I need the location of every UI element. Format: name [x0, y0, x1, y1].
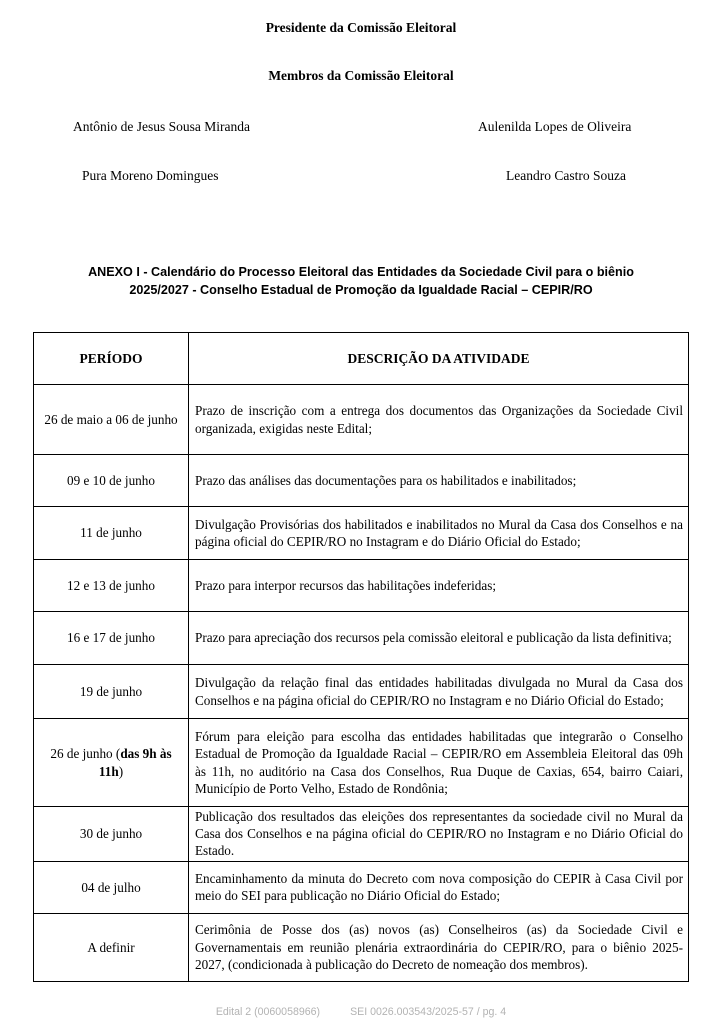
table-row: [34, 455, 689, 507]
period-cell: 16 e 17 de junho: [34, 612, 189, 665]
annex-title: [20, 263, 702, 299]
table-row: [34, 861, 689, 913]
footer-sei-ref: SEI 0026.003543/2025-57 / pg. 4: [350, 1006, 507, 1018]
member-name: Antônio de Jesus Sousa Miranda: [73, 119, 250, 134]
description-cell: Publicação dos resultados das eleições dos representantes da sociedade civil no Mural da Casa dos Conselhos e na página oficial do CEPIR/RO no Instagram e no Diário Oficial do Estado.: [189, 807, 689, 862]
period-cell: 09 e 10 de junho: [34, 455, 189, 507]
header-description: DESCRIÇÃO DA ATIVIDADE: [189, 333, 689, 385]
period-cell: 12 e 13 de junho: [34, 560, 189, 612]
description-cell: Prazo para apreciação dos recursos pela comissão eleitoral e publicação da lista definitiva;: [189, 612, 689, 665]
table-row: [34, 560, 689, 612]
description-cell: Prazo para interpor recursos das habilitações indeferidas;: [189, 560, 689, 612]
table-row: [34, 913, 689, 981]
period-cell: 30 de junho: [34, 807, 189, 862]
table-row: [34, 507, 689, 560]
table-header-row: [34, 333, 689, 385]
description-cell: Fórum para eleição para escolha das entidades habilitadas que integrarão o Conselho Estadual de Promoção da Igualdade Racial – CEPIR/RO em Assembleia Eleitoral das 09h às 11h, no auditório na Casa dos Conselhos, Rua Duque de Caxias, 654, bairro Caiari, Município de Porto Velho, Estado de Rondônia;: [189, 719, 689, 807]
period-text: ): [118, 763, 124, 779]
table-row: [34, 665, 689, 719]
period-time-bold: das 9h às 11h: [98, 746, 172, 779]
president-title: Presidente da Comissão Eleitoral: [265, 20, 457, 35]
description-cell: Prazo de inscrição com a entrega dos documentos das Organizações da Sociedade Civil organizada, exigidas neste Edital;: [189, 385, 689, 455]
header-period: PERÍODO: [34, 333, 189, 385]
period-cell: 11 de junho: [34, 507, 189, 560]
members-title: Membros da Comissão Eleitoral: [268, 68, 454, 83]
period-cell: 04 de julho: [34, 861, 189, 913]
table-row: [34, 719, 689, 807]
description-cell: Encaminhamento da minuta do Decreto com nova composição do CEPIR à Casa Civil por meio do SEI para publicação no Diário Oficial do Estado;: [189, 861, 689, 913]
description-cell: Divulgação da relação final das entidades habilitadas divulgada no Mural da Casa dos Conselhos e na página oficial do CEPIR/RO no Instagram e no Diário Oficial do Estado;: [189, 665, 689, 719]
period-cell: 26 de maio a 06 de junho: [34, 385, 189, 455]
description-cell: Cerimônia de Posse dos (as) novos (as) Conselheiros (as) da Sociedade Civil e Governamentais em reunião plenária extraordinária do CEPIR/RO, para o biênio 2025-2027, (condicionada à publicação do Decreto de nomeação dos membros).: [189, 913, 689, 981]
period-cell: 19 de junho: [34, 665, 189, 719]
member-name: Aulenilda Lopes de Oliveira: [478, 119, 632, 134]
page-footer: [0, 1006, 722, 1018]
member-name: Leandro Castro Souza: [506, 168, 626, 183]
period-cell: A definir: [34, 913, 189, 981]
period-text: 26 de junho (: [50, 746, 121, 762]
annex-title-line: 2025/2027 - Conselho Estadual de Promoção da Igualdade Racial – CEPIR/RO: [129, 283, 593, 297]
calendar-table: [33, 332, 689, 982]
annex-title-line: ANEXO I - Calendário do Processo Eleitoral das Entidades da Sociedade Civil para o biênio: [88, 265, 634, 279]
table-row: [34, 807, 689, 862]
member-name: Pura Moreno Domingues: [82, 168, 219, 183]
description-cell: Prazo das análises das documentações para os habilitados e inabilitados;: [189, 455, 689, 507]
footer-doc-id: Edital 2 (0060058966): [215, 1006, 321, 1018]
table-row: [34, 612, 689, 665]
table-row: [34, 385, 689, 455]
period-cell: [34, 719, 189, 807]
description-cell: Divulgação Provisórias dos habilitados e inabilitados no Mural da Casa dos Conselhos e na página oficial do CEPIR/RO no Instagram e do Diário Oficial do Estado;: [189, 507, 689, 560]
